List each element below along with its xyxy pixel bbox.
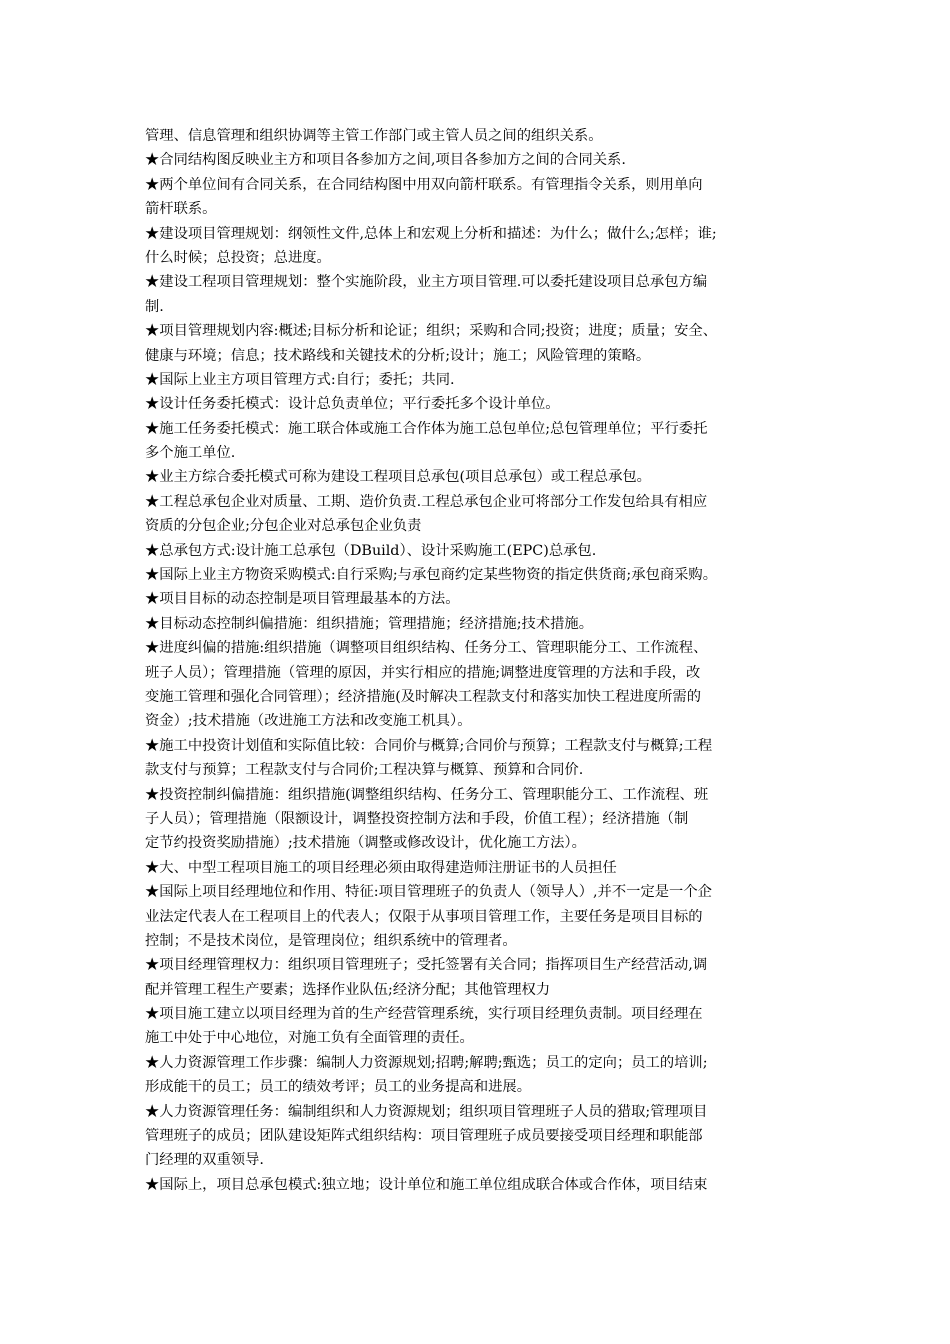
text-line: 资金）;技术措施（改进施工方法和改变施工机具）。 bbox=[145, 713, 472, 730]
text-line: ★投资控制纠偏措施：组织措施(调整组织结构、任务分工、管理职能分工、工作流程、班 bbox=[145, 786, 709, 803]
text-line: 控制；不是技术岗位，是管理岗位；组织系统中的管理者。 bbox=[145, 932, 517, 949]
text-line: 多个施工单位. bbox=[145, 445, 236, 462]
text-line: ★国际上项目经理地位和作用、特征:项目管理班子的负责人（领导人）,并不一定是一个企 bbox=[145, 884, 712, 901]
text-line: 子人员）；管理措施（限额设计，调整投资控制方法和手段，价值工程）；经济措施（制 bbox=[145, 810, 689, 827]
text-line: 资质的分包企业;分包企业对总承包企业负责 bbox=[145, 518, 422, 535]
text-line: 管理班子的成员；团队建设矩阵式组织结构：项目管理班子成员要接受项目经理和职能部 bbox=[145, 1128, 703, 1145]
text-line: ★项目经理管理权力：组织项目管理班子；受托签署有关合同；指挥项目生产经营活动,调 bbox=[145, 957, 708, 974]
text-line: ★工程总承包企业对质量、工期、造价负责.工程总承包企业可将部分工作发包给具有相应 bbox=[145, 493, 708, 510]
text-line: 健康与环境；信息；技术路线和关键技术的分析;设计；施工；风险管理的策略。 bbox=[145, 347, 651, 364]
text-line: ★两个单位间有合同关系，在合同结构图中用双向箭杆联系。有管理指令关系，则用单向 bbox=[145, 176, 703, 193]
text-line: 配并管理工程生产要素；选择作业队伍;经济分配；其他管理权力 bbox=[145, 981, 551, 998]
text-line: ★目标动态控制纠偏措施：组织措施；管理措施；经济措施;技术措施。 bbox=[145, 615, 594, 632]
text-line: ★施工任务委托模式：施工联合体或施工合作体为施工总包单位;总包管理单位；平行委托 bbox=[145, 420, 708, 437]
document-body bbox=[145, 124, 815, 1197]
text-line: ★建设工程项目管理规划：整个实施阶段，业主方项目管理.可以委托建设项目总承包方编 bbox=[145, 274, 708, 291]
text-line: ★项目目标的动态控制是项目管理最基本的方法。 bbox=[145, 591, 460, 608]
text-line: 门经理的双重领导. bbox=[145, 1152, 264, 1169]
text-line: ★建设项目管理规划：纲领性文件,总体上和宏观上分析和描述：为什么；做什么;怎样；谁; bbox=[145, 225, 717, 242]
text-line: ★总承包方式:设计施工总承包（DBuild）、设计采购施工(EPC)总承包. bbox=[145, 542, 597, 559]
text-line: ★设计任务委托模式：设计总负责单位；平行委托多个设计单位。 bbox=[145, 396, 560, 413]
text-line: ★人力资源管理工作步骤：编制人力资源规划;招聘;解聘;甄选；员工的定向；员工的培训; bbox=[145, 1054, 708, 1071]
text-line: 定节约投资奖励措施）;技术措施（调整或修改设计，优化施工方法）。 bbox=[145, 835, 586, 852]
text-line: ★人力资源管理任务：编制组织和人力资源规划；组织项目管理班子人员的猎取;管理项目 bbox=[145, 1103, 708, 1120]
text-line: 什么时候；总投资；总进度。 bbox=[145, 249, 331, 266]
text-line: 形成能干的员工；员工的绩效考评；员工的业务提高和进展。 bbox=[145, 1079, 532, 1096]
text-line: 管理、信息管理和组织协调等主管工作部门或主管人员之间的组织关系。 bbox=[145, 128, 603, 144]
text-line: ★进度纠偏的措施:组织措施（调整项目组织结构、任务分工、管理职能分工、工作流程、 bbox=[145, 640, 708, 657]
text-line: 业法定代表人在工程项目上的代表人；仅限于从事项目管理工作，主要任务是项目目标的 bbox=[145, 908, 703, 925]
text-line: ★国际上业主方项目管理方式:自行；委托；共同. bbox=[145, 371, 455, 388]
text-line: 制. bbox=[145, 298, 164, 315]
text-line: ★施工中投资计划值和实际值比较：合同价与概算;合同价与预算；工程款支付与概算;工程 bbox=[145, 737, 713, 754]
text-line: ★项目管理规划内容:概述;目标分析和论证；组织；采购和合同;投资；进度；质量；安全、 bbox=[145, 323, 718, 340]
text-line: ★合同结构图反映业主方和项目各参加方之间,项目各参加方之间的合同关系. bbox=[145, 152, 626, 169]
text-line: ★国际上，项目总承包模式:独立地；设计单位和施工单位组成联合体或合作体，项目结束 bbox=[145, 1176, 708, 1193]
text-line: 变施工管理和强化合同管理）；经济措施(及时解决工程款支付和落实加快工程进度所需的 bbox=[145, 688, 702, 705]
text-line: ★业主方综合委托模式可称为建设工程项目总承包(项目总承包）或工程总承包。 bbox=[145, 469, 651, 486]
text-line: 箭杆联系。 bbox=[145, 201, 217, 218]
text-line: ★国际上业主方物资采购模式:自行采购;与承包商约定某些物资的指定供货商;承包商采购。 bbox=[145, 567, 718, 584]
text-line: 班子人员）；管理措施（管理的原因，并实行相应的措施;调整进度管理的方法和手段，改 bbox=[145, 664, 701, 681]
text-line: ★大、中型工程项目施工的项目经理必须由取得建造师注册证书的人员担任 bbox=[145, 859, 617, 876]
text-line: 款支付与预算；工程款支付与合同价;工程决算与概算、预算和合同价. bbox=[145, 762, 584, 779]
text-line: ★项目施工建立以项目经理为首的生产经营管理系统，实行项目经理负责制。项目经理在 bbox=[145, 1006, 703, 1023]
text-line: 施工中处于中心地位，对施工负有全面管理的责任。 bbox=[145, 1030, 474, 1047]
